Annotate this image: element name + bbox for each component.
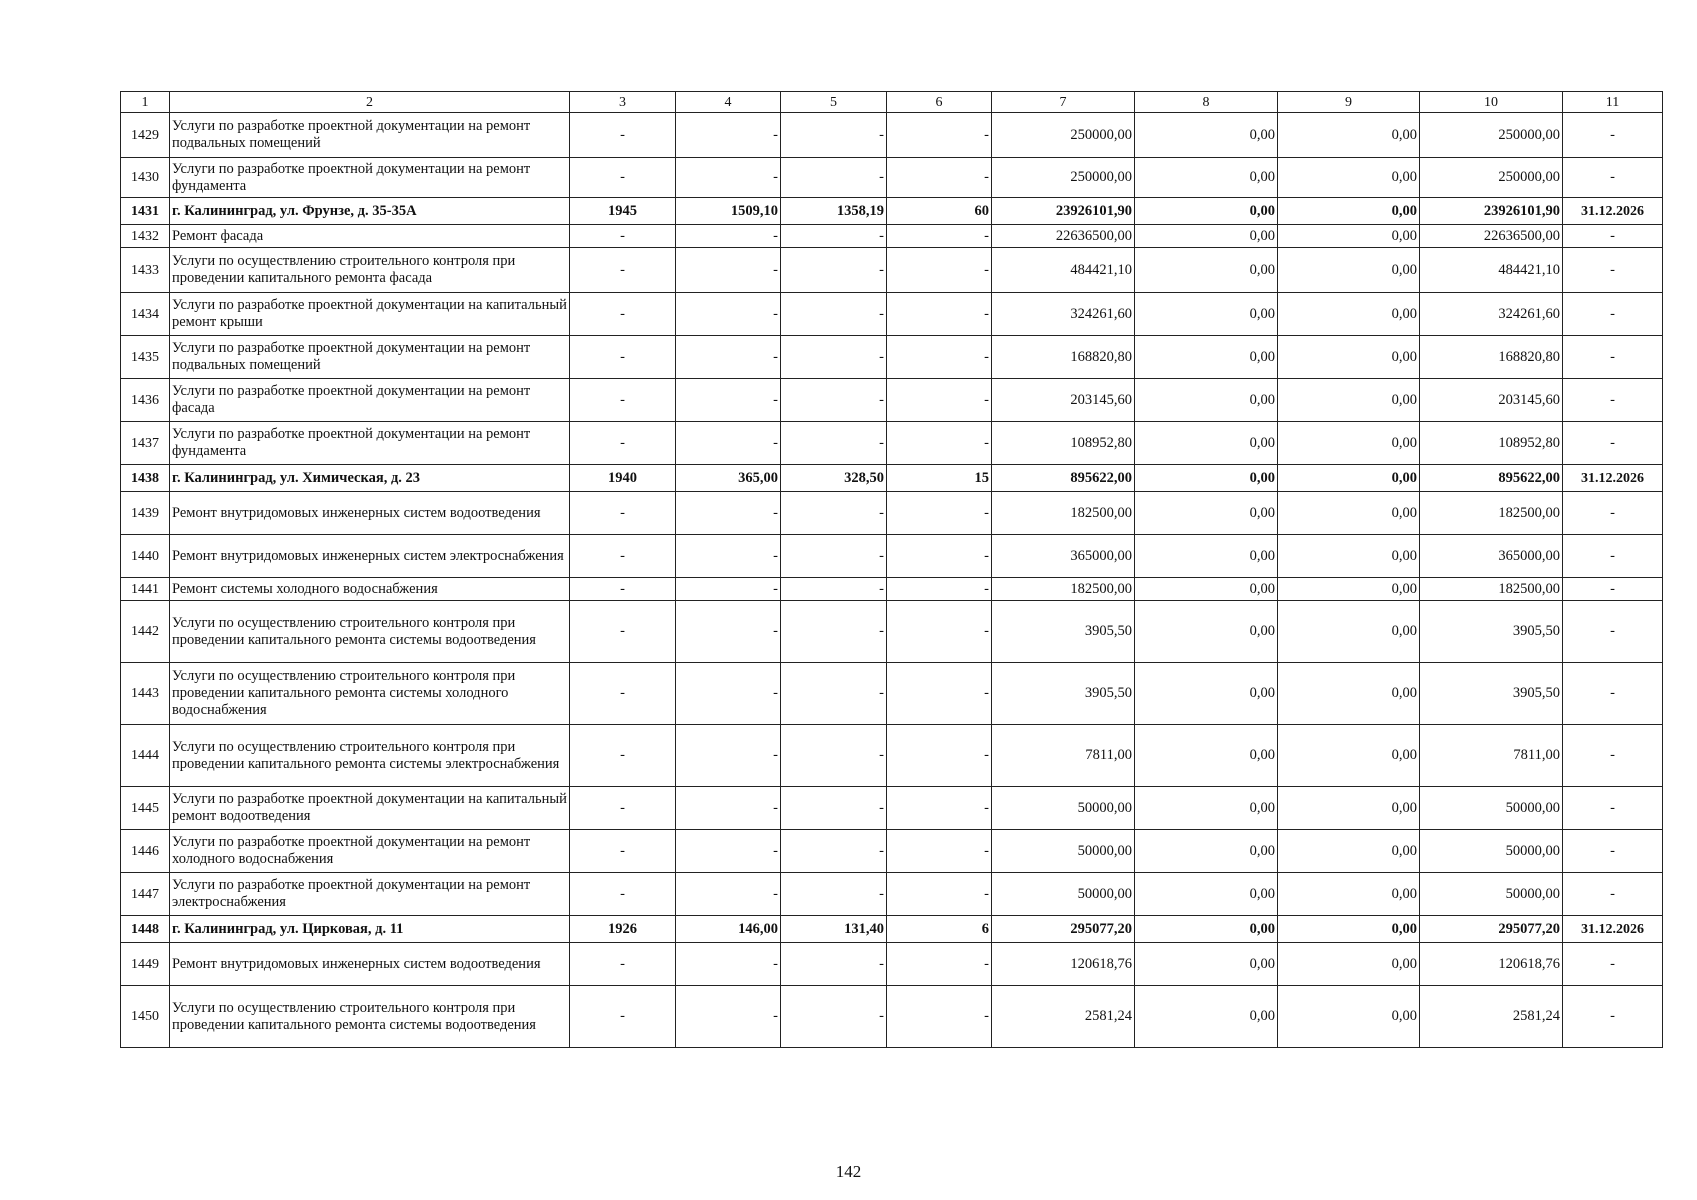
area-living-cell: 1358,19 (781, 198, 887, 225)
area-living-cell: - (781, 601, 887, 663)
table-row (121, 293, 1663, 336)
header-cell: 9 (1278, 92, 1420, 113)
area-living-cell: - (781, 422, 887, 465)
row-number: 1429 (121, 113, 170, 158)
header-cell: 7 (992, 92, 1135, 113)
residents-cell: - (887, 725, 992, 787)
owners-cost-cell: 182500,00 (1420, 578, 1563, 601)
budget-cost-cell: 0,00 (1278, 830, 1420, 873)
year-cell: - (570, 113, 676, 158)
owners-cost-cell: 23926101,90 (1420, 198, 1563, 225)
deadline-cell: - (1563, 725, 1663, 787)
budget-cost-cell: 0,00 (1278, 158, 1420, 198)
work-description: Услуги по разработке проектной документации на ремонт холодного водоснабжения (170, 830, 570, 873)
residents-cell: - (887, 535, 992, 578)
fund-cost-cell: 0,00 (1135, 663, 1278, 725)
area-total-cell: 1509,10 (676, 198, 781, 225)
year-cell: - (570, 663, 676, 725)
row-number: 1436 (121, 379, 170, 422)
row-number: 1438 (121, 465, 170, 492)
row-number: 1450 (121, 986, 170, 1048)
total-cost-cell: 3905,50 (992, 663, 1135, 725)
budget-cost-cell: 0,00 (1278, 225, 1420, 248)
work-description: г. Калининград, ул. Фрунзе, д. 35-35А (170, 198, 570, 225)
deadline-cell: 31.12.2026 (1563, 916, 1663, 943)
total-cost-cell: 895622,00 (992, 465, 1135, 492)
year-cell: - (570, 248, 676, 293)
area-total-cell: - (676, 158, 781, 198)
deadline-cell: - (1563, 787, 1663, 830)
area-living-cell: - (781, 379, 887, 422)
table-row (121, 198, 1663, 225)
owners-cost-cell: 50000,00 (1420, 873, 1563, 916)
owners-cost-cell: 7811,00 (1420, 725, 1563, 787)
owners-cost-cell: 250000,00 (1420, 113, 1563, 158)
deadline-cell: - (1563, 601, 1663, 663)
residents-cell: - (887, 943, 992, 986)
year-cell: - (570, 225, 676, 248)
area-living-cell: - (781, 158, 887, 198)
budget-cost-cell: 0,00 (1278, 578, 1420, 601)
residents-cell: - (887, 422, 992, 465)
work-description: Ремонт внутридомовых инженерных систем водоотведения (170, 492, 570, 535)
budget-cost-cell: 0,00 (1278, 943, 1420, 986)
budget-cost-cell: 0,00 (1278, 336, 1420, 379)
owners-cost-cell: 365000,00 (1420, 535, 1563, 578)
area-total-cell: - (676, 113, 781, 158)
deadline-cell: - (1563, 379, 1663, 422)
total-cost-cell: 250000,00 (992, 158, 1135, 198)
year-cell: - (570, 422, 676, 465)
page-number: 142 (835, 1162, 862, 1181)
table-row (121, 465, 1663, 492)
fund-cost-cell: 0,00 (1135, 379, 1278, 422)
area-total-cell: - (676, 248, 781, 293)
table-row (121, 379, 1663, 422)
year-cell: - (570, 943, 676, 986)
year-cell: - (570, 830, 676, 873)
area-total-cell: - (676, 663, 781, 725)
fund-cost-cell: 0,00 (1135, 601, 1278, 663)
budget-cost-cell: 0,00 (1278, 725, 1420, 787)
deadline-cell: - (1563, 113, 1663, 158)
year-cell: - (570, 986, 676, 1048)
area-living-cell: - (781, 225, 887, 248)
total-cost-cell: 50000,00 (992, 830, 1135, 873)
owners-cost-cell: 895622,00 (1420, 465, 1563, 492)
total-cost-cell: 3905,50 (992, 601, 1135, 663)
total-cost-cell: 50000,00 (992, 873, 1135, 916)
owners-cost-cell: 484421,10 (1420, 248, 1563, 293)
work-description: Услуги по разработке проектной документации на ремонт подвальных помещений (170, 113, 570, 158)
table-row (121, 535, 1663, 578)
header-cell: 3 (570, 92, 676, 113)
area-living-cell: - (781, 336, 887, 379)
residents-cell: - (887, 986, 992, 1048)
work-description: г. Калининград, ул. Химическая, д. 23 (170, 465, 570, 492)
fund-cost-cell: 0,00 (1135, 198, 1278, 225)
year-cell: - (570, 336, 676, 379)
residents-cell: - (887, 492, 992, 535)
area-total-cell: - (676, 336, 781, 379)
area-total-cell: - (676, 492, 781, 535)
total-cost-cell: 182500,00 (992, 492, 1135, 535)
budget-cost-cell: 0,00 (1278, 422, 1420, 465)
area-living-cell: - (781, 830, 887, 873)
year-cell: - (570, 578, 676, 601)
table-row (121, 787, 1663, 830)
table-row (121, 916, 1663, 943)
owners-cost-cell: 324261,60 (1420, 293, 1563, 336)
residents-cell: 15 (887, 465, 992, 492)
deadline-cell: - (1563, 336, 1663, 379)
area-total-cell: - (676, 379, 781, 422)
row-number: 1435 (121, 336, 170, 379)
owners-cost-cell: 108952,80 (1420, 422, 1563, 465)
fund-cost-cell: 0,00 (1135, 873, 1278, 916)
year-cell: - (570, 535, 676, 578)
budget-cost-cell: 0,00 (1278, 248, 1420, 293)
fund-cost-cell: 0,00 (1135, 158, 1278, 198)
owners-cost-cell: 295077,20 (1420, 916, 1563, 943)
table-row (121, 663, 1663, 725)
table-row (121, 336, 1663, 379)
deadline-cell: - (1563, 830, 1663, 873)
fund-cost-cell: 0,00 (1135, 725, 1278, 787)
fund-cost-cell: 0,00 (1135, 578, 1278, 601)
residents-cell: - (887, 225, 992, 248)
residents-cell: - (887, 830, 992, 873)
work-description: Услуги по разработке проектной документации на ремонт фасада (170, 379, 570, 422)
budget-cost-cell: 0,00 (1278, 465, 1420, 492)
area-total-cell: - (676, 873, 781, 916)
area-living-cell: - (781, 663, 887, 725)
total-cost-cell: 50000,00 (992, 787, 1135, 830)
work-description: Услуги по разработке проектной документации на ремонт фундамента (170, 158, 570, 198)
fund-cost-cell: 0,00 (1135, 492, 1278, 535)
work-description: Услуги по осуществлению строительного контроля при проведении капитального ремонта системы холодного водоснабжения (170, 663, 570, 725)
work-description: Услуги по осуществлению строительного контроля при проведении капитального ремонта системы водоотведения (170, 986, 570, 1048)
owners-cost-cell: 3905,50 (1420, 601, 1563, 663)
total-cost-cell: 203145,60 (992, 379, 1135, 422)
year-cell: - (570, 601, 676, 663)
budget-cost-cell: 0,00 (1278, 492, 1420, 535)
fund-cost-cell: 0,00 (1135, 535, 1278, 578)
budget-cost-cell: 0,00 (1278, 198, 1420, 225)
area-living-cell: 328,50 (781, 465, 887, 492)
area-total-cell: - (676, 830, 781, 873)
area-living-cell: - (781, 725, 887, 787)
header-cell: 1 (121, 92, 170, 113)
deadline-cell: - (1563, 248, 1663, 293)
work-description: Ремонт фасада (170, 225, 570, 248)
year-cell: - (570, 873, 676, 916)
row-number: 1448 (121, 916, 170, 943)
residents-cell: - (887, 663, 992, 725)
row-number: 1449 (121, 943, 170, 986)
total-cost-cell: 120618,76 (992, 943, 1135, 986)
area-living-cell: - (781, 986, 887, 1048)
fund-cost-cell: 0,00 (1135, 986, 1278, 1048)
table-row (121, 248, 1663, 293)
works-table (120, 91, 1663, 1048)
owners-cost-cell: 168820,80 (1420, 336, 1563, 379)
total-cost-cell: 182500,00 (992, 578, 1135, 601)
owners-cost-cell: 50000,00 (1420, 787, 1563, 830)
row-number: 1434 (121, 293, 170, 336)
fund-cost-cell: 0,00 (1135, 336, 1278, 379)
table-row (121, 158, 1663, 198)
row-number: 1440 (121, 535, 170, 578)
area-living-cell: - (781, 943, 887, 986)
row-number: 1446 (121, 830, 170, 873)
residents-cell: - (887, 248, 992, 293)
area-total-cell: - (676, 578, 781, 601)
year-cell: - (570, 725, 676, 787)
work-description: Услуги по осуществлению строительного контроля при проведении капитального ремонта системы водоотведения (170, 601, 570, 663)
area-total-cell: - (676, 725, 781, 787)
total-cost-cell: 22636500,00 (992, 225, 1135, 248)
deadline-cell: - (1563, 225, 1663, 248)
total-cost-cell: 484421,10 (992, 248, 1135, 293)
owners-cost-cell: 50000,00 (1420, 830, 1563, 873)
area-living-cell: - (781, 787, 887, 830)
budget-cost-cell: 0,00 (1278, 379, 1420, 422)
residents-cell: - (887, 158, 992, 198)
total-cost-cell: 2581,24 (992, 986, 1135, 1048)
work-description: Ремонт внутридомовых инженерных систем электроснабжения (170, 535, 570, 578)
work-description: Услуги по разработке проектной документации на ремонт электроснабжения (170, 873, 570, 916)
work-description: Услуги по осуществлению строительного контроля при проведении капитального ремонта фасада (170, 248, 570, 293)
deadline-cell: - (1563, 663, 1663, 725)
owners-cost-cell: 182500,00 (1420, 492, 1563, 535)
fund-cost-cell: 0,00 (1135, 293, 1278, 336)
work-description: Услуги по осуществлению строительного контроля при проведении капитального ремонта системы электроснабжения (170, 725, 570, 787)
table-row (121, 578, 1663, 601)
work-description: Услуги по разработке проектной документации на капитальный ремонт водоотведения (170, 787, 570, 830)
area-living-cell: - (781, 578, 887, 601)
deadline-cell: - (1563, 422, 1663, 465)
total-cost-cell: 365000,00 (992, 535, 1135, 578)
budget-cost-cell: 0,00 (1278, 113, 1420, 158)
table-row (121, 422, 1663, 465)
owners-cost-cell: 203145,60 (1420, 379, 1563, 422)
deadline-cell: - (1563, 293, 1663, 336)
year-cell: - (570, 379, 676, 422)
row-number: 1439 (121, 492, 170, 535)
year-cell: 1945 (570, 198, 676, 225)
owners-cost-cell: 250000,00 (1420, 158, 1563, 198)
work-description: Услуги по разработке проектной документации на ремонт фундамента (170, 422, 570, 465)
table-row (121, 113, 1663, 158)
deadline-cell: 31.12.2026 (1563, 465, 1663, 492)
header-row (121, 92, 1663, 113)
year-cell: 1940 (570, 465, 676, 492)
header-cell: 8 (1135, 92, 1278, 113)
year-cell: - (570, 787, 676, 830)
area-living-cell: - (781, 492, 887, 535)
header-cell: 2 (170, 92, 570, 113)
area-total-cell: - (676, 293, 781, 336)
area-total-cell: 146,00 (676, 916, 781, 943)
area-living-cell: 131,40 (781, 916, 887, 943)
total-cost-cell: 295077,20 (992, 916, 1135, 943)
row-number: 1437 (121, 422, 170, 465)
budget-cost-cell: 0,00 (1278, 663, 1420, 725)
fund-cost-cell: 0,00 (1135, 787, 1278, 830)
residents-cell: - (887, 787, 992, 830)
deadline-cell: - (1563, 986, 1663, 1048)
work-description: г. Калининград, ул. Цирковая, д. 11 (170, 916, 570, 943)
residents-cell: - (887, 578, 992, 601)
residents-cell: 6 (887, 916, 992, 943)
row-number: 1430 (121, 158, 170, 198)
fund-cost-cell: 0,00 (1135, 113, 1278, 158)
area-total-cell: - (676, 601, 781, 663)
budget-cost-cell: 0,00 (1278, 986, 1420, 1048)
header-cell: 6 (887, 92, 992, 113)
table-row (121, 601, 1663, 663)
header-cell: 4 (676, 92, 781, 113)
fund-cost-cell: 0,00 (1135, 830, 1278, 873)
owners-cost-cell: 2581,24 (1420, 986, 1563, 1048)
row-number: 1432 (121, 225, 170, 248)
area-living-cell: - (781, 113, 887, 158)
table-row (121, 986, 1663, 1048)
residents-cell: - (887, 601, 992, 663)
year-cell: 1926 (570, 916, 676, 943)
area-total-cell: - (676, 225, 781, 248)
area-total-cell: - (676, 422, 781, 465)
owners-cost-cell: 3905,50 (1420, 663, 1563, 725)
total-cost-cell: 324261,60 (992, 293, 1135, 336)
deadline-cell: 31.12.2026 (1563, 198, 1663, 225)
year-cell: - (570, 158, 676, 198)
row-number: 1441 (121, 578, 170, 601)
row-number: 1431 (121, 198, 170, 225)
area-total-cell: 365,00 (676, 465, 781, 492)
area-total-cell: - (676, 943, 781, 986)
row-number: 1443 (121, 663, 170, 725)
budget-cost-cell: 0,00 (1278, 601, 1420, 663)
year-cell: - (570, 293, 676, 336)
table-row (121, 943, 1663, 986)
table-row (121, 225, 1663, 248)
table-row (121, 830, 1663, 873)
work-description: Услуги по разработке проектной документации на капитальный ремонт крыши (170, 293, 570, 336)
residents-cell: - (887, 113, 992, 158)
residents-cell: - (887, 873, 992, 916)
row-number: 1445 (121, 787, 170, 830)
work-description: Ремонт внутридомовых инженерных систем водоотведения (170, 943, 570, 986)
residents-cell: - (887, 293, 992, 336)
total-cost-cell: 168820,80 (992, 336, 1135, 379)
residents-cell: - (887, 336, 992, 379)
total-cost-cell: 250000,00 (992, 113, 1135, 158)
table-row (121, 492, 1663, 535)
fund-cost-cell: 0,00 (1135, 916, 1278, 943)
budget-cost-cell: 0,00 (1278, 916, 1420, 943)
area-living-cell: - (781, 248, 887, 293)
area-living-cell: - (781, 535, 887, 578)
total-cost-cell: 23926101,90 (992, 198, 1135, 225)
work-description: Услуги по разработке проектной документации на ремонт подвальных помещений (170, 336, 570, 379)
area-total-cell: - (676, 986, 781, 1048)
table-row (121, 873, 1663, 916)
work-description: Ремонт системы холодного водоснабжения (170, 578, 570, 601)
row-number: 1447 (121, 873, 170, 916)
row-number: 1444 (121, 725, 170, 787)
header-cell: 11 (1563, 92, 1663, 113)
total-cost-cell: 7811,00 (992, 725, 1135, 787)
fund-cost-cell: 0,00 (1135, 225, 1278, 248)
total-cost-cell: 108952,80 (992, 422, 1135, 465)
budget-cost-cell: 0,00 (1278, 873, 1420, 916)
deadline-cell: - (1563, 873, 1663, 916)
area-living-cell: - (781, 873, 887, 916)
row-number: 1433 (121, 248, 170, 293)
residents-cell: 60 (887, 198, 992, 225)
fund-cost-cell: 0,00 (1135, 248, 1278, 293)
header-cell: 10 (1420, 92, 1563, 113)
row-number: 1442 (121, 601, 170, 663)
owners-cost-cell: 120618,76 (1420, 943, 1563, 986)
area-total-cell: - (676, 535, 781, 578)
budget-cost-cell: 0,00 (1278, 787, 1420, 830)
deadline-cell: - (1563, 943, 1663, 986)
fund-cost-cell: 0,00 (1135, 465, 1278, 492)
deadline-cell: - (1563, 158, 1663, 198)
deadline-cell: - (1563, 492, 1663, 535)
deadline-cell: - (1563, 578, 1663, 601)
area-living-cell: - (781, 293, 887, 336)
budget-cost-cell: 0,00 (1278, 535, 1420, 578)
year-cell: - (570, 492, 676, 535)
table-row (121, 725, 1663, 787)
fund-cost-cell: 0,00 (1135, 422, 1278, 465)
deadline-cell: - (1563, 535, 1663, 578)
fund-cost-cell: 0,00 (1135, 943, 1278, 986)
budget-cost-cell: 0,00 (1278, 293, 1420, 336)
header-cell: 5 (781, 92, 887, 113)
owners-cost-cell: 22636500,00 (1420, 225, 1563, 248)
residents-cell: - (887, 379, 992, 422)
area-total-cell: - (676, 787, 781, 830)
